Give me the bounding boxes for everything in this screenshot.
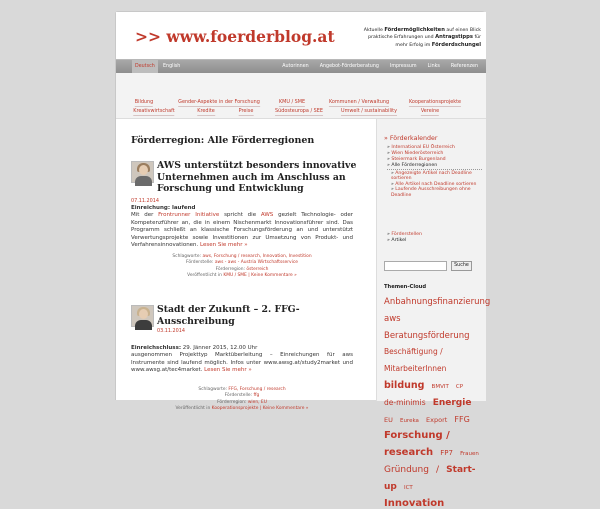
- post-category[interactable]: Kooperationsprojekte | Keine Kommentare »: [211, 406, 309, 412]
- tag-cloud-item[interactable]: /: [436, 464, 440, 475]
- sidebar-kalender-title[interactable]: » Förderkalender: [384, 135, 438, 142]
- header: [116, 12, 486, 59]
- tag-cloud-item[interactable]: BMVIT: [431, 383, 449, 390]
- tagline-line: praktische Erfahrungen und Antragstipps für: [368, 34, 481, 41]
- tag-cloud-item[interactable]: Energie: [432, 397, 472, 408]
- category-vereine[interactable]: Vereine: [420, 108, 440, 114]
- tag-cloud-item[interactable]: Export: [426, 415, 448, 424]
- category-kommunen[interactable]: Kommunen / Verwaltung: [328, 99, 390, 105]
- post-excerpt: Einreichschluss: 29. Jänner 2015, 12.00 Uhr ausgenommen Projekttyp Marktüberleitung – Einreichungen für aws Instrumente sind laufend möglich. Infos unter www.awsg.at/study2market und www.awsg.at/tec4market. Lesen Sie mehr »: [131, 345, 353, 374]
- sort-option[interactable]: » Laufende Ausschreibungen ohne Deadline: [391, 187, 483, 198]
- tag-cloud-item[interactable]: Anbahnungsfinanzierung: [384, 297, 491, 307]
- tag-cloud-item[interactable]: Innovation: [384, 497, 445, 509]
- main-content: [131, 119, 361, 412]
- tag-cloud-item[interactable]: Eureka: [399, 417, 419, 424]
- tag-cloud-item[interactable]: Frauen: [460, 451, 479, 458]
- tag-cloud-item[interactable]: Beratungsförderung: [384, 330, 470, 341]
- tag-cloud-item[interactable]: MitarbeiterInnen: [384, 364, 447, 374]
- post-title[interactable]: AWS unterstützt besonders innovative Unternehmen auch im Anschluss an Forschung und Entwicklung: [157, 160, 357, 194]
- tag-cloud-item[interactable]: Gründung: [384, 464, 429, 475]
- kalender-item[interactable]: » Steiermark Burgenland: [387, 157, 482, 163]
- tag-cloud-item[interactable]: FP7: [440, 449, 453, 458]
- top-navbar: [116, 59, 486, 73]
- read-more-link[interactable]: Lesen Sie mehr »: [204, 367, 252, 374]
- site-logo[interactable]: >> www.foerderblog.at: [135, 27, 335, 46]
- category-kreativwirtschaft[interactable]: Kreativwirtschaft: [133, 108, 175, 114]
- search-button[interactable]: Suche: [451, 261, 472, 271]
- search-input[interactable]: [384, 261, 447, 271]
- tag-cloud-item[interactable]: EU: [384, 415, 393, 424]
- category-kredite[interactable]: Kredite: [197, 108, 215, 114]
- category-suedosteuropa[interactable]: Südosteuropa / SEE: [275, 108, 323, 114]
- main-nav: [282, 60, 478, 73]
- category-row: [116, 108, 486, 117]
- post-meta: Schlagworte: FFG, Forschung / research Förderstelle: ffg Förderregion: wien, EU Veröffentlicht in Kooperationsprojekte | Keine Kommentare »: [175, 387, 309, 412]
- lang-german-link[interactable]: Deutsch: [132, 60, 158, 73]
- category-preise[interactable]: Preise: [238, 108, 254, 114]
- tagline: [351, 27, 481, 49]
- sort-options: [391, 171, 483, 198]
- category-row: [116, 99, 486, 108]
- post-foerderstelle[interactable]: ffg: [253, 393, 260, 399]
- post-excerpt: Einreichung: laufend Mit der Frontrunner Initiative spricht die AWS gezielt Technologie- oder Kompetenzführer an, die in einem Nischenmarkt Innovationsführer sind. Das Programm schließt an klassische Forschungsförderung an und unterstützt Verwertungsprojekte sowie Investitionen zur Umsetzung von Produkt- und Verfahrensinnovationen. Lesen Sie mehr »: [131, 205, 353, 249]
- read-more-link[interactable]: Lesen Sie mehr »: [200, 242, 248, 249]
- nav-links[interactable]: Links: [427, 64, 440, 69]
- post-tags[interactable]: aws, Forschung / research, Innovation, Investition: [202, 254, 312, 259]
- post-region[interactable]: österreich: [246, 266, 269, 272]
- category-bildung[interactable]: Bildung: [134, 99, 154, 105]
- post-thumbnail[interactable]: [131, 161, 154, 183]
- tag-cloud-item[interactable]: CP: [455, 383, 464, 390]
- tag-cloud-title: Themen-Cloud: [384, 284, 427, 290]
- aws-link[interactable]: AWS: [260, 212, 274, 219]
- page-title: Förderregion: Alle Förderregionen: [131, 135, 315, 146]
- nav-referenzen[interactable]: Referenzen: [450, 64, 478, 69]
- kalender-item[interactable]: » Wien Niederösterreich: [387, 151, 482, 157]
- post-lead: Einreichung: laufend: [131, 205, 196, 211]
- sort-option[interactable]: » Angezeigte Artikel nach Deadline sortieren: [391, 171, 483, 182]
- post-tags[interactable]: FFG, Forschung / research: [228, 387, 286, 392]
- tag-cloud-item[interactable]: aws: [384, 313, 401, 324]
- post-meta: Schlagworte: aws, Forschung / research, Innovation, Investition Förderstelle: aws - aws - Austria Wirtschaftsservice Förderregion: österreich Veröffentlicht in KMU / SME | Keine Kommentare »: [172, 254, 312, 279]
- category-bar: [116, 73, 486, 119]
- tag-cloud-item[interactable]: Start-up: [384, 464, 476, 492]
- category-umwelt[interactable]: Umwelt / sustainability: [341, 108, 397, 114]
- category-kmu[interactable]: KMU / SME: [278, 99, 306, 105]
- artikel-link[interactable]: » Artikel: [387, 238, 482, 244]
- post-foerderstelle[interactable]: aws - aws - Austria Wirtschaftsservice: [214, 260, 298, 266]
- sidebar: [376, 119, 491, 509]
- bottom-links: [387, 232, 482, 244]
- page-container: [115, 11, 491, 509]
- lang-english-link[interactable]: English: [163, 64, 181, 69]
- nav-angebot[interactable]: Angebot-Förderberatung: [319, 64, 379, 69]
- post-title[interactable]: Stadt der Zukunft – 2. FFG-Ausschreibung: [157, 304, 300, 327]
- post-region[interactable]: wien, EU: [247, 399, 267, 405]
- post-lead: Einreichschluss:: [131, 345, 182, 351]
- nav-autorinnen[interactable]: Autorinnen: [282, 64, 309, 69]
- frontrunner-link[interactable]: Frontrunner Initiative: [158, 212, 220, 219]
- tag-cloud-item[interactable]: FFG: [454, 414, 470, 424]
- tag-cloud: [384, 291, 491, 509]
- post-category[interactable]: KMU / SME | Keine Kommentare »: [223, 273, 297, 279]
- kalender-item-active[interactable]: » Alle Förderregionen: [387, 163, 482, 170]
- category-kooperation[interactable]: Kooperationsprojekte: [408, 99, 462, 105]
- tag-cloud-item[interactable]: Forschung /: [384, 430, 450, 442]
- post-date: 03.11.2014: [157, 328, 186, 334]
- tagline-line: Aktuelle Fördermöglichkeiten auf einen Blick: [363, 27, 481, 33]
- foerderstellen-link[interactable]: » Förderstellen: [387, 232, 482, 238]
- kalender-list: [387, 145, 482, 170]
- category-gender[interactable]: Gender-Aspekte in der Forschung: [178, 99, 260, 105]
- post-thumbnail[interactable]: [131, 305, 154, 327]
- tag-cloud-item[interactable]: de-minimis: [384, 397, 426, 407]
- nav-impressum[interactable]: Impressum: [389, 64, 417, 69]
- tagline-line: mehr Erfolg im Förderdschungel: [395, 41, 481, 48]
- tag-cloud-item[interactable]: Beschäftigung /: [384, 347, 443, 357]
- kalender-item[interactable]: » International EU Österreich: [387, 145, 482, 151]
- tag-cloud-item[interactable]: bildung: [384, 379, 425, 391]
- tag-cloud-item[interactable]: research: [384, 447, 434, 459]
- post-date: 07.11.2014: [131, 198, 160, 204]
- sort-option[interactable]: » Alle Artikel nach Deadline sortieren: [391, 182, 483, 187]
- tag-cloud-item[interactable]: ICT: [403, 484, 413, 491]
